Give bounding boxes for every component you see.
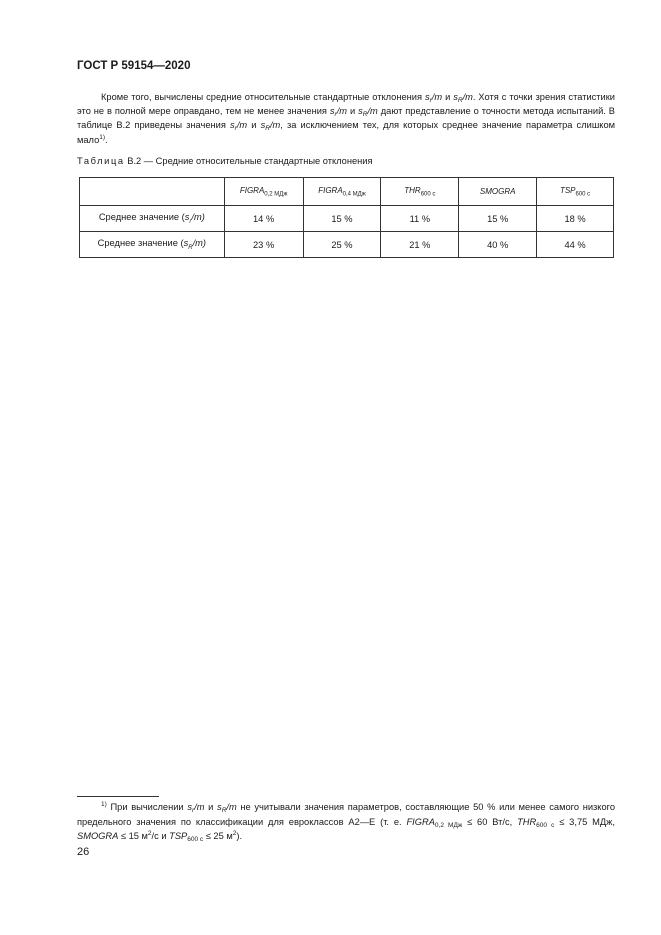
header-cell-figra-02: $FIGRA_{0,2 МДж}$ (224, 178, 303, 206)
header-cell-empty (80, 178, 225, 206)
footnote: $^{1)}$ При вычислении $s_r/m$ и $s_R/m$ не учитывали значения параметров, составляющие 50 % или менее самого низкого предельного значения по классификации для евроклассов А2—Е (т. е. $FIGRA_{0,2 МДж} \le 60$ Вт/с, $THR_{600 с} \le 3,75$ МДж, SMOGRA ≤ 15 $м^2/с$ и $TSP_{600 с} \le 25$ $м^2$). (77, 801, 615, 843)
header-cell-thr: $THR_{600 с}$ (381, 178, 459, 206)
header-cell-figra-04: $FIGRA_{0,4 МДж}$ (303, 178, 381, 206)
table-row (80, 232, 614, 258)
footnote-mark: 1) (101, 801, 107, 808)
table-cell: 14 % (224, 206, 303, 232)
table-cell: 25 % (303, 232, 381, 258)
footnote-reference: 1) (99, 133, 106, 141)
row-label: Среднее значение $(s_r/m)$ (80, 206, 225, 232)
table-cell: 15 % (459, 206, 537, 232)
table-caption: Таблица В.2 — Средние относительные стандартные отклонения (77, 156, 373, 166)
header-cell-smogra: SMOGRA (459, 178, 537, 206)
table-row (80, 206, 614, 232)
document-header: ГОСТ Р 59154—2020 (77, 60, 191, 72)
row-label: Среднее значение $(s_R/m)$ (80, 232, 225, 258)
table-cell: 18 % (537, 206, 614, 232)
footnote-divider (77, 796, 159, 797)
table-header-row (80, 178, 614, 206)
deviation-table (79, 177, 614, 258)
table-cell: 11 % (381, 206, 459, 232)
table-cell: 44 % (537, 232, 614, 258)
table-cell: 21 % (381, 232, 459, 258)
table-cell: 23 % (224, 232, 303, 258)
body-paragraph: Кроме того, вычислены средние относительные стандартные отклонения $s_r/m$ и $s_R/m$. Хотя с точки зрения статистики это не в полной мере оправдано, тем не менее значения $s_r/m$ и $s_R/m$ дают представление о точности метода испытаний. В таблице В.2 приведены значения $s_r/m$ и $s_R/m$, за исключением тех, для которых среднее значение параметра слишком мало$^{1)}$. (77, 92, 616, 145)
header-cell-tsp: $TSP_{600 с}$ (537, 178, 614, 206)
table-cell: 15 % (303, 206, 381, 232)
table-cell: 40 % (459, 232, 537, 258)
page-number: 26 (77, 846, 90, 858)
